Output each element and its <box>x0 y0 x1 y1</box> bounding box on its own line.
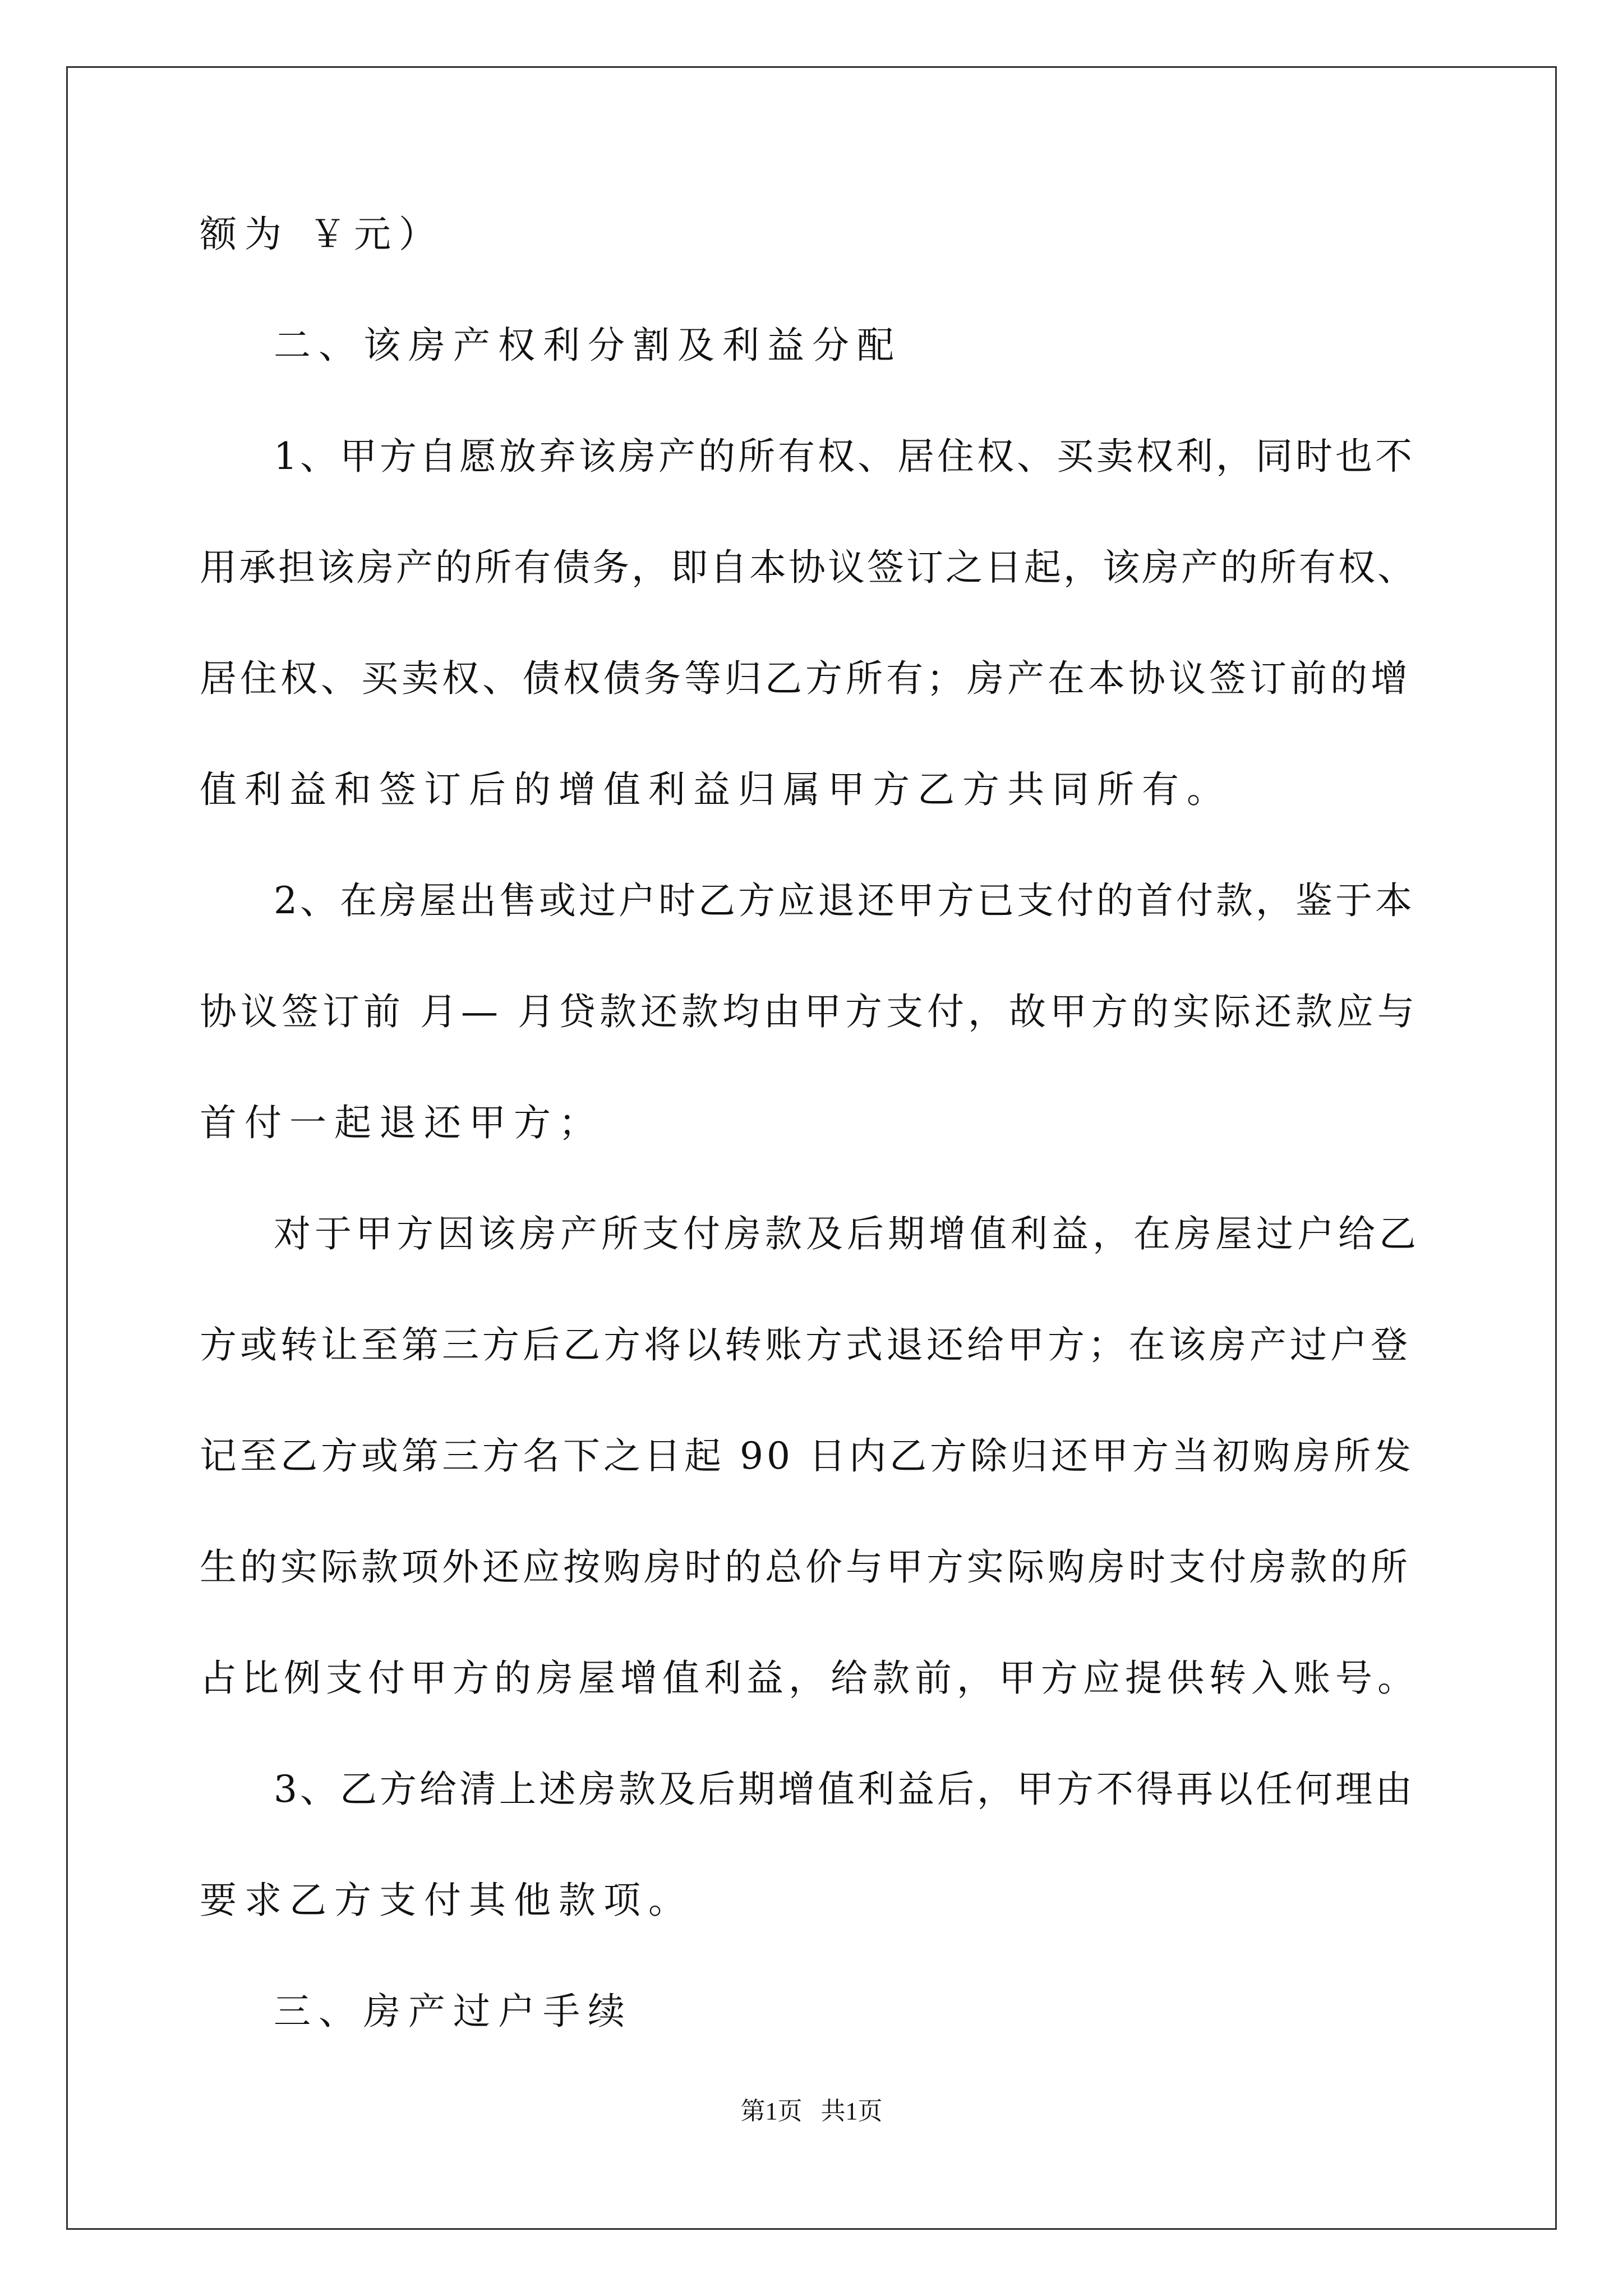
text-line: 生的实际款项外还应按购房时的总价与甲方实际购房时支付房款的所 <box>200 1545 1411 1589</box>
section-heading: 二、该房产权利分割及利益分配 <box>274 324 902 367</box>
text-line: 占比例支付甲方的房屋增值利益，给款前，甲方应提供转入账号。 <box>200 1657 1419 1700</box>
text-line: 1、甲方自愿放弃该房产的所有权、居住权、买卖权利，同时也不 <box>274 435 1415 478</box>
text-line: 值利益和签订后的增值利益归属甲方乙方共同所有。 <box>200 768 1232 811</box>
text-line: 对于甲方因该房产所支付房款及后期增值利益，在房屋过户给乙 <box>274 1212 1420 1255</box>
text-line: 2、在房屋出售或过户时乙方应退还甲方已支付的首付款，鉴于本 <box>274 879 1415 922</box>
text-line: 方或转让至第三方后乙方将以转账方式退还给甲方；在该房产过户登 <box>200 1323 1411 1366</box>
text-line: 要求乙方支付其他款项。 <box>200 1879 693 1922</box>
text-line: 首付一起退还甲方； <box>200 1101 603 1144</box>
text-line: 居住权、买卖权、债权债务等归乙方所有；房产在本协议签订前的增 <box>200 657 1411 700</box>
section-heading: 三、房产过户手续 <box>274 1990 633 2033</box>
text-line: 协议签订前 月— 月贷款还款均由甲方支付，故甲方的实际还款应与 <box>200 990 1418 1033</box>
text-line: 额为 ￥元） <box>200 213 444 256</box>
text-line: 记至乙方或第三方名下之日起 90 日内乙方除归还甲方当初购房所发 <box>200 1434 1414 1478</box>
text-line: 3、乙方给清上述房款及后期增值利益后，甲方不得再以任何理由 <box>274 1768 1415 1811</box>
page-number: 第1页 共1页 <box>740 2097 883 2125</box>
text-line: 用承担该房产的所有债务，即自本协议签订之日起，该房产的所有权、 <box>200 546 1417 589</box>
